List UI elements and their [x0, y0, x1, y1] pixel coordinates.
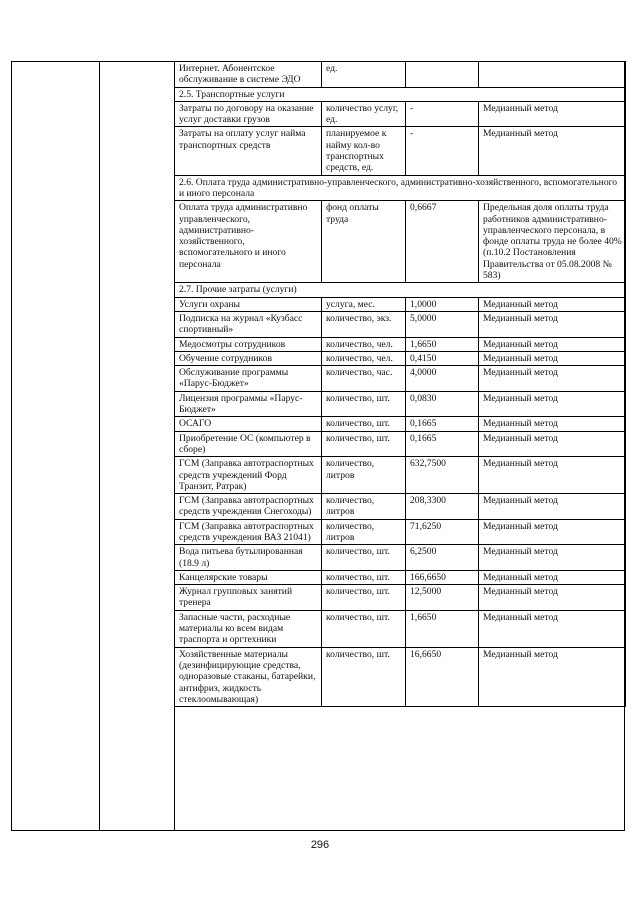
- norm-value-cell: 0,1665: [406, 431, 479, 457]
- unit-cell: количество, шт.: [322, 647, 406, 706]
- method-cell: Медианный метод: [479, 519, 626, 545]
- norm-value-cell: 0,4150: [406, 351, 479, 365]
- norm-value-cell: 0,6667: [406, 201, 479, 283]
- unit-cell: ед.: [322, 62, 406, 88]
- norm-value-cell: 12,5000: [406, 585, 479, 611]
- cost-item-cell: Журнал групповых занятий тренера: [175, 585, 322, 611]
- section-title: 2.5. Транспортные услуги: [175, 87, 626, 101]
- norm-value-cell: [406, 62, 479, 88]
- method-cell: Медианный метод: [479, 610, 626, 647]
- unit-cell: количество, литров: [322, 494, 406, 520]
- norm-value-cell: 1,0000: [406, 297, 479, 311]
- unit-cell: количество, шт.: [322, 545, 406, 571]
- unit-cell: фонд оплаты труда: [322, 201, 406, 283]
- unit-cell: планируемое к найму кол-во транспортных средств, ед.: [322, 127, 406, 175]
- table-row: [175, 366, 626, 392]
- method-cell: Медианный метод: [479, 311, 626, 337]
- unit-cell: количество, шт.: [322, 417, 406, 431]
- method-cell: Медианный метод: [479, 494, 626, 520]
- method-cell: Медианный метод: [479, 297, 626, 311]
- table-row: [175, 519, 626, 545]
- norm-value-cell: 0,0830: [406, 391, 479, 417]
- cost-item-cell: Приобретение ОС (компьютер в сборе): [175, 431, 322, 457]
- norm-value-cell: 166,6650: [406, 570, 479, 584]
- method-cell: Медианный метод: [479, 570, 626, 584]
- page-number: 296: [310, 839, 330, 851]
- cost-item-cell: Обучение сотрудников: [175, 351, 322, 365]
- table-row: [175, 431, 626, 457]
- norms-table: [174, 61, 626, 707]
- table-row: [175, 127, 626, 175]
- method-cell: Медианный метод: [479, 101, 626, 127]
- cost-item-cell: Лицензия программы «Парус-Бюджет»: [175, 391, 322, 417]
- norm-value-cell: -: [406, 127, 479, 175]
- table-row: [175, 457, 626, 494]
- cost-item-cell: ОСАГО: [175, 417, 322, 431]
- unit-cell: количество, чел.: [322, 351, 406, 365]
- unit-cell: количество, литров: [322, 519, 406, 545]
- norm-value-cell: 16,6650: [406, 647, 479, 706]
- cost-item-cell: Услуги охраны: [175, 297, 322, 311]
- cost-item-cell: Интернет. Абонентское обслуживание в системе ЭДО: [175, 62, 322, 88]
- unit-cell: количество, час.: [322, 366, 406, 392]
- unit-cell: количество, шт.: [322, 391, 406, 417]
- method-cell: Медианный метод: [479, 457, 626, 494]
- cost-item-cell: Затраты по договору на оказание услуг доставки грузов: [175, 101, 322, 127]
- unit-cell: услуга, мес.: [322, 297, 406, 311]
- method-cell: Медианный метод: [479, 127, 626, 175]
- norm-value-cell: 1,6650: [406, 337, 479, 351]
- unit-cell: количество, шт.: [322, 610, 406, 647]
- norm-value-cell: 0,1665: [406, 417, 479, 431]
- method-cell: [479, 62, 626, 88]
- table-row: [175, 570, 626, 584]
- table-row: [175, 585, 626, 611]
- unit-cell: количество, шт.: [322, 585, 406, 611]
- unit-cell: количество услуг, ед.: [322, 101, 406, 127]
- cost-item-cell: Хозяйственные материалы (дезинфицирующие средства, одноразовые стаканы, батарейки, антифриз, жидкость стеклоомывающая): [175, 647, 322, 706]
- method-cell: Предельная доля оплаты труда работников административно-управленческого персонала, в фонде оплаты труда не более 40% (п.10.2 Постановления Правительства от 05.08.2008 № 583): [479, 201, 626, 283]
- norm-value-cell: 4,0000: [406, 366, 479, 392]
- table-row: [175, 101, 626, 127]
- cost-item-cell: Вода питьева бутылированная (18.9 л): [175, 545, 322, 571]
- method-cell: Медианный метод: [479, 417, 626, 431]
- norm-value-cell: 1,6650: [406, 610, 479, 647]
- cost-item-cell: Канцелярские товары: [175, 570, 322, 584]
- table-row: [175, 311, 626, 337]
- method-cell: Медианный метод: [479, 337, 626, 351]
- norm-value-cell: -: [406, 101, 479, 127]
- table-row: [175, 647, 626, 706]
- table-row: [175, 351, 626, 365]
- table-row: [175, 494, 626, 520]
- table-row: [175, 62, 626, 88]
- cost-item-cell: Подписка на журнал «Кузбасс спортивный»: [175, 311, 322, 337]
- norm-value-cell: 6,2500: [406, 545, 479, 571]
- norm-value-cell: 632,7500: [406, 457, 479, 494]
- table-row: [175, 297, 626, 311]
- cost-item-cell: Оплата труда административно управленческого, административно-хозяйственного, вспомогательного и иного персонала: [175, 201, 322, 283]
- method-cell: Медианный метод: [479, 366, 626, 392]
- cost-item-cell: ГСМ (Заправка автотраспортных средств учреждений Форд Транзит, Ратрак): [175, 457, 322, 494]
- table-row: [175, 201, 626, 283]
- unit-cell: количество, шт.: [322, 570, 406, 584]
- norms-table-body: [175, 62, 626, 707]
- table-row: [175, 545, 626, 571]
- method-cell: Медианный метод: [479, 585, 626, 611]
- method-cell: Медианный метод: [479, 647, 626, 706]
- table-row: [175, 391, 626, 417]
- method-cell: Медианный метод: [479, 391, 626, 417]
- norm-value-cell: 5,0000: [406, 311, 479, 337]
- unit-cell: количество, чел.: [322, 337, 406, 351]
- section-title: 2.6. Оплата труда административно-управленческого, административно-хозяйственного, вспомогательного и иного персонала: [175, 175, 626, 201]
- method-cell: Медианный метод: [479, 351, 626, 365]
- table-row: [175, 337, 626, 351]
- unit-cell: количество, литров: [322, 457, 406, 494]
- method-cell: Медианный метод: [479, 545, 626, 571]
- cost-item-cell: Запасные части, расходные материалы ко всем видам траспорта и оргтехники: [175, 610, 322, 647]
- table-row: [175, 417, 626, 431]
- cost-item-cell: Обслуживание программы «Парус-Бюджет»: [175, 366, 322, 392]
- norm-value-cell: 71,6250: [406, 519, 479, 545]
- cost-item-cell: ГСМ (Заправка автотраспортных средств учреждения ВАЗ 21041): [175, 519, 322, 545]
- section-header-row: [175, 87, 626, 101]
- cost-item-cell: Медосмотры сотрудников: [175, 337, 322, 351]
- cost-item-cell: Затраты на оплату услуг найма транспортных средств: [175, 127, 322, 175]
- cost-item-cell: ГСМ (Заправка автотраспортных средств учреждения Снегоходы): [175, 494, 322, 520]
- unit-cell: количество, шт.: [322, 431, 406, 457]
- table-row: [175, 610, 626, 647]
- unit-cell: количество, экз.: [322, 311, 406, 337]
- section-header-row: [175, 175, 626, 201]
- method-cell: Медианный метод: [479, 431, 626, 457]
- left-column-divider: [99, 62, 100, 830]
- section-title: 2.7. Прочие затраты (услуги): [175, 283, 626, 297]
- section-header-row: [175, 283, 626, 297]
- norm-value-cell: 208,3300: [406, 494, 479, 520]
